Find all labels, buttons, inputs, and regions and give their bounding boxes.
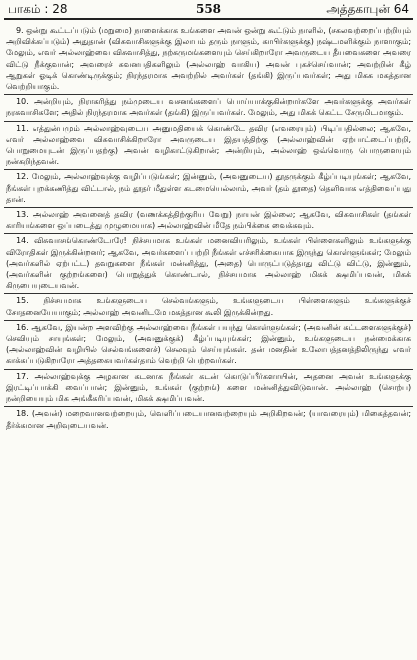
verse-13: 13. அல்லாஹ் அவனைத் தவிர (வணக்கத்திற்குரிய வேறு) நாயன் இல்லை; ஆகவே, விசுவாசிகள் (தங்கள் காரியங்களை ஒப்படைத்து முழுமையாக) அல்லாஹ்வின் மீதே நம்பிக்கை வைக்கவும். [4, 208, 413, 234]
verse-16: 16. ஆகவே, இயன்ற அளவிற்கு அல்லாஹ்வை நீங்கள் பயந்து கொள்ளுங்கள்; (அவனின் கட்டளைகளுக்குச்) செவியும் சாயுங்கள்; மேலும், (அவனுக்குக்) கீழ்ப்படியுங்கள்; இன்னும், உங்களுடைய நன்மைக்காக (அல்லாஹ்வின் வழியில் செல்வங்களைச்) செலவும் செய்யுங்கள். தன் மனதின் உலோபத்தனத்திலிருந்து எவர் காக்கப்படுகிறாரோ அத்தகையவர்கள்தாம் வெற்றி பெற்றவர்கள். [4, 321, 413, 370]
verse-10: 10. அன்றியும், நிராகரித்து நம்முடைய வசனங்களைப் பொய்யாக்குகின்றார்களே அவர்களுக்கு அவர்கள் நரகவாசிகளே; அதில் நிரந்தரமாக அவர்கள் (தங்கி) இருப்பவர்கள். மேலும், அது மிகக் கெட்ட சேருமிடமாகும். [4, 95, 413, 121]
verse-11: 11. எத்துன்பமும் அல்லாஹ்வுடைய அனுமதியைக் கொண்டே தவிர (எவரையும்) பிடிப்பதில்லை; ஆகவே, எவர் அல்லாஹ்வை விசுவாசிக்கிறாரோ அவருடைய இதயத்திற்கு (அல்லாஹ்வின் ஏற்பாட்டைப்பற்றி, பொறுமையுடன் இருப்பதற்கு) அவன் வழிகாட்டுகிறான்; அன்றியும், அல்லாஹ் ஒவ்வொரு பொருளையும் நன்கறிந்தவன். [4, 122, 413, 171]
chapter-label: அத்தகாபுன் 64 [326, 2, 409, 16]
verse-9: 9. ஒன்று கூட்டப்படும் (மறுமை) நாளைக்காக உங்களை அவன் ஒன்று கூட்டும் நாளில், (சகலவற்றைப்பற்றியும் அறிவிக்கப்படும்) அதுதான் (விசுவாசிகளுக்கு இலாபம் தரும் நாளும், காபிர்களுக்கு) நஷ்டமளிக்கும் நாளாகும்; மேலும், எவர் அல்லாஹ்வை விசுவாசித்து, நற்கருமங்களையும் செய்கிறாரோ அவருடைய தீயவைகளை அவரை விட்டு நீக்குவான்; அவரைச் சுவனபதிகளிலும் (அல்லாஹ் வாகிய) அவன் புகச்செய்வான்; அவற்றின் கீழ் ஆறுகள் ஓடிக் கொண்டிருக்கும்; நிரந்தரமாக அவற்றில் அவர்கள் (தங்கி) இருப்பவர்கள்; அது மிகக மகத்தான வெற்றியாகும். [4, 24, 413, 95]
page-header [4, 0, 413, 20]
verse-18: 18. (அவன்) மறைவானவற்றையும், வெளிப்படையானவற்றையும் அறிகிறவன்; (யாவரையும்) மிகைத்தவன்; தீர்க்கமான அறிவுடையவன். [6, 408, 411, 430]
part-label: பாகம் : 28 [8, 2, 68, 16]
page-number: 558 [195, 2, 222, 16]
verse-12: 12. மேலும், அல்லாஹ்வுக்கு வழிப்படுங்கள்; இன்னும், (அவனுடைய) தூதருக்கும் கீழ்ப்படியுங்கள்; ஆகவே, நீங்கள் புறக்கணித்து விட்டால், நம் தூதர் மீதுள்ள கடமையெல்லாம், அவர் (தம் தூதை) தெளிவாக எத்திவைப்பது தான். [4, 170, 413, 208]
verse-17: 17. அல்லாஹ்வுக்கு அழகான கடனாக நீங்கள் கடன் கொடுப்பீர்களாயின், அதனை அவன் உங்களுக்கு இரட்டிப்பாக்கி வைப்பான்; இன்னும், உங்கள் (குற்றங்) களை மன்னித்துவிடுவான். அல்லாஹ் (சொற்ப) நன்றியையும் மிக அங்கீகரிப்பவன், மிகக் க்ஷமிப்பவன். [4, 370, 413, 408]
verse-list [4, 20, 413, 433]
verse-14: 14. விசுவாசங்கொண்டோரே! நிச்சயமாக உங்கள் மனைவியரிலும், உங்கள் பிள்ளைகளிலும் உங்களுக்கு விரோதிகள் இருக்கின்றனர்; ஆகவே, அவர்களைப் பற்றி நீங்கள் எச்சரிக்கையாக இருந்து கொள்ளுங்கள்; மேலும் (அவர்களில் ஏற்பட்ட) தவறுகளை நீங்கள் மன்னித்து, (அதை) பொருட்படுத்தாது விட்டு விட்டு, இன்னும், (அவர்களின் குற்றங்களை) பொறுத்துக் கொண்டால், நிச்சயமாக அல்லாஹ் மிகக் க்ஷமிப்பவன், மிகக் கிருபையுடையவன். [4, 234, 413, 294]
verse-15: 15. நிச்சயமாக உங்களுடைய செல்வங்களும், உங்களுடைய பிள்ளைகளும் உங்களுக்குச் சோதனையேயாகும்; அல்லாஹ் அவனிடமே மகத்தான கூலி இருக்கின்றது. [4, 294, 413, 320]
